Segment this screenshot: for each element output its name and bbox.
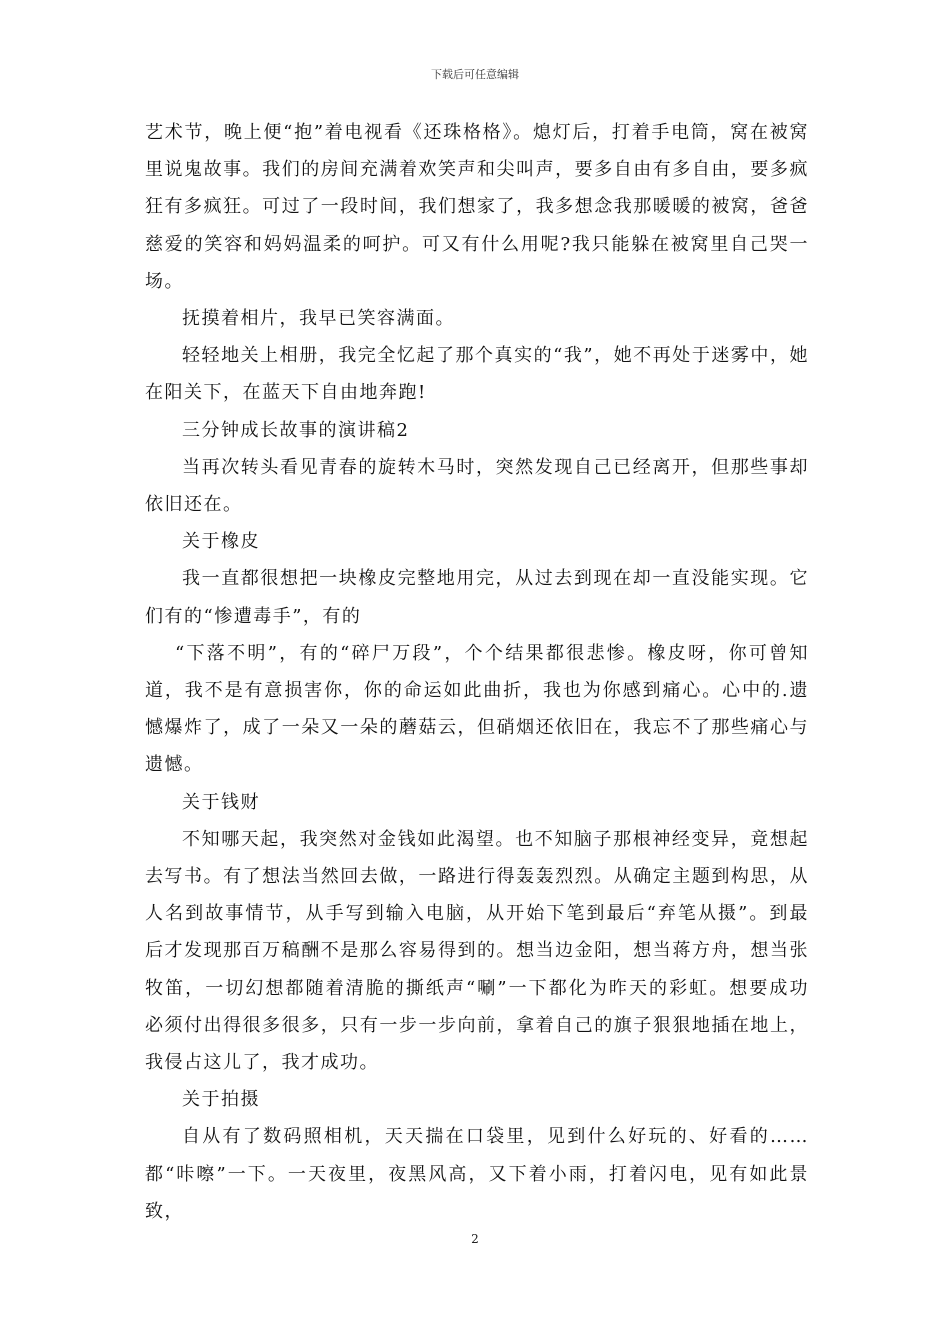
paragraph-close-album: 轻轻地关上相册，我完全忆起了那个真实的“我”，她不再处于迷雾中，她在阳关下，在蓝天下自由地奔跑! — [145, 345, 809, 404]
page-header: 下载后可任意编辑 — [431, 68, 519, 81]
page-number: 2 — [471, 1232, 479, 1246]
paragraph-eraser-1: 我一直都很想把一块橡皮完整地用完，从过去到现在却一直没能实现。它们有的“惨遭毒手”，有的 — [145, 568, 809, 627]
paragraph-eraser-2: “下落不明”，有的“碎尸万段”，个个结果都很悲惨。橡皮呀，你可曾知道，我不是有意损害你，你的命运如此曲折，我也为你感到痛心。心中的.遗憾爆炸了，成了一朵又一朵的蘑菇云，但硝烟还依旧在，我忘不了那些痛心与遗憾。 — [145, 642, 809, 776]
document-body — [145, 114, 809, 1230]
section-title: 三分钟成长故事的演讲稿2 — [182, 419, 410, 441]
paragraph-art-festival: 艺术节，晚上便“抱”着电视看《还珠格格》。熄灯后，打着手电筒，窝在被窝里说鬼故事。我们的房间充满着欢笑声和尖叫声，要多自由有多自由，要多疯狂有多疯狂。可过了一段时间，我们想家了，我多想念我那暖暖的被窝，爸爸慈爱的笑容和妈妈温柔的呵护。可又有什么用呢?我只能躲在被窝里自己哭一场。 — [145, 122, 809, 292]
subheading-photography: 关于拍摄 — [182, 1089, 260, 1111]
paragraph-carousel: 当再次转头看见青春的旋转木马时，突然发现自己已经离开，但那些事却依旧还在。 — [145, 456, 809, 516]
subheading-eraser: 关于橡皮 — [182, 531, 260, 553]
paragraph-photography: 自从有了数码照相机，天天揣在口袋里，见到什么好玩的、好看的……都“咔嚓”一下。一天夜里，夜黑风高，又下着小雨，打着闪电，见有如此景致， — [145, 1126, 809, 1222]
paragraph-photo: 抚摸着相片，我早已笑容满面。 — [182, 308, 455, 330]
paragraph-money: 不知哪天起，我突然对金钱如此渴望。也不知脑子那根神经变异，竟想起去写书。有了想法当然回去做，一路进行得轰轰烈烈。从确定主题到构思，从人名到故事情节，从手写到输入电脑，从开始下笔到最后“弃笔从摄”。到最后才发现那百万稿酬不是那么容易得到的。想当边金阳，想当蒋方舟，想当张牧笛，一切幻想都随着清脆的撕纸声“唰”一下都化为昨天的彩虹。想要成功必须付出得很多很多，只有一步一步向前，拿着自己的旗子狠狠地插在地上，我侵占这儿了，我才成功。 — [145, 828, 809, 1074]
subheading-money: 关于钱财 — [182, 791, 260, 813]
